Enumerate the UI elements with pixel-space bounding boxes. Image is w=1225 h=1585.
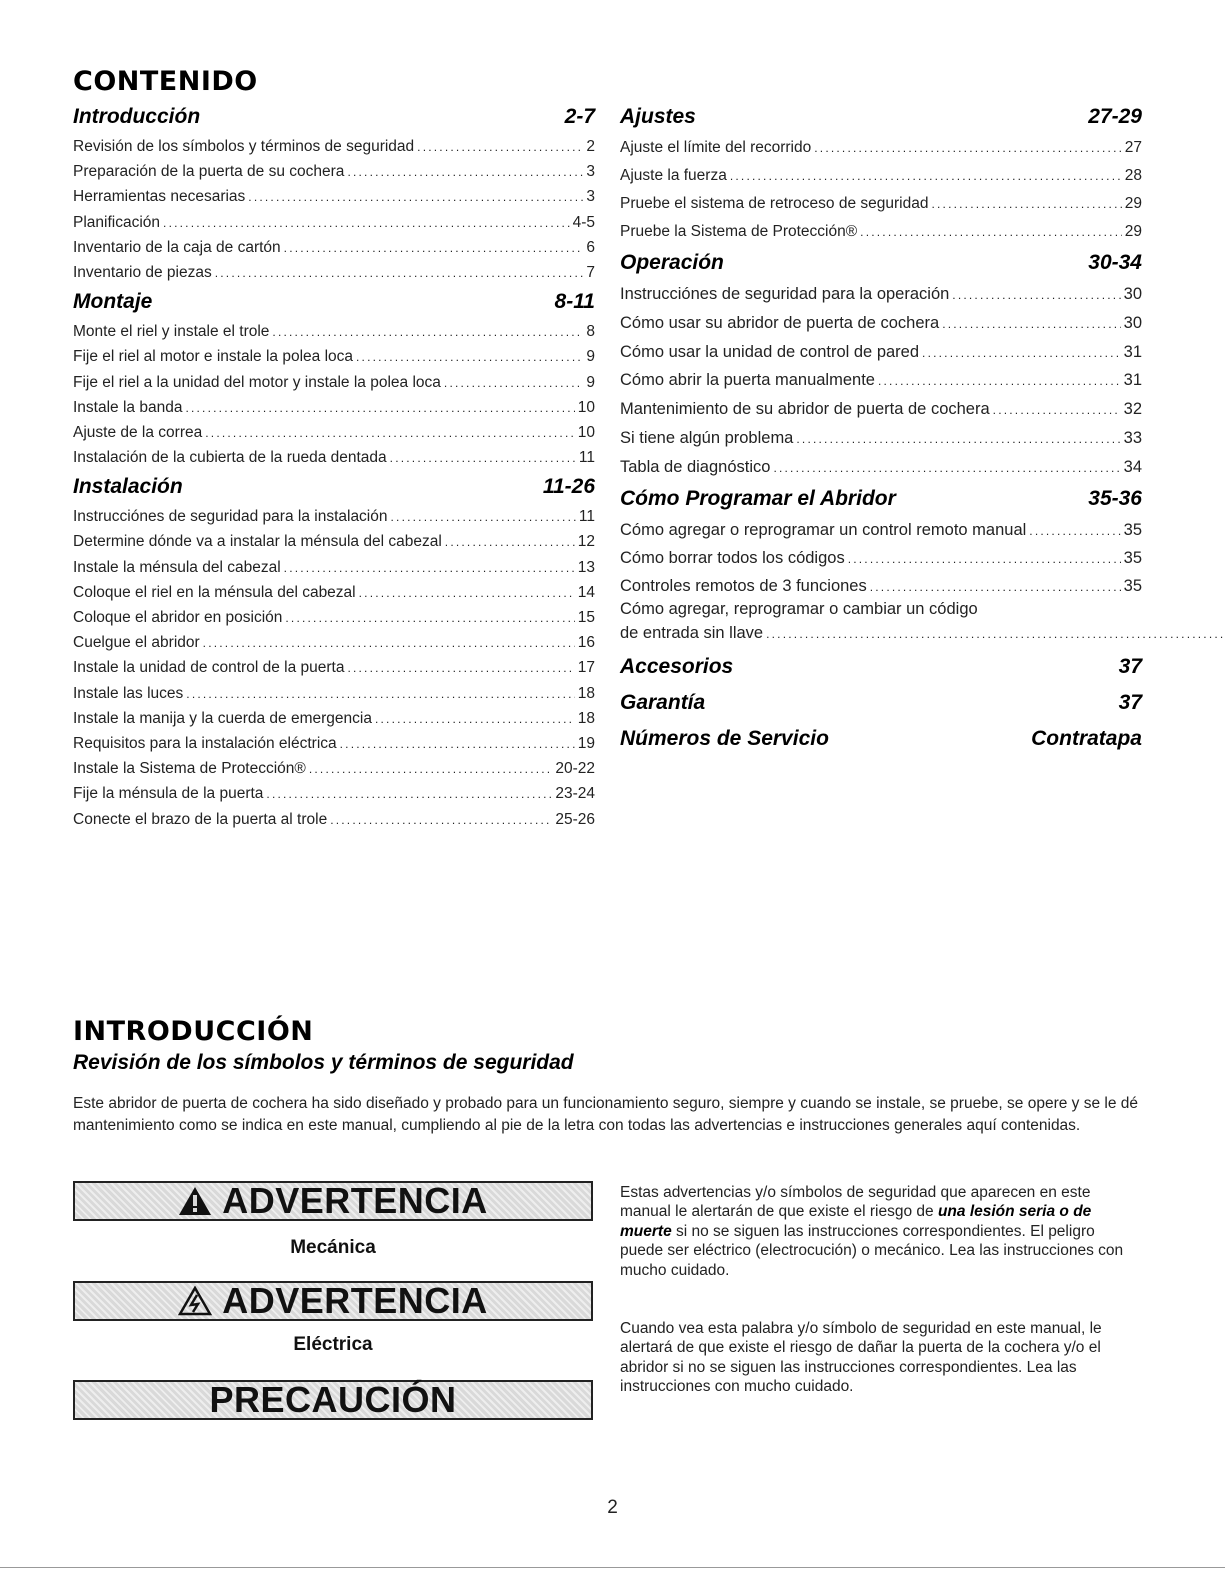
section-title: Introducción [73, 105, 201, 128]
toc-entry-label: Controles remotos de 3 funciones [620, 576, 867, 595]
toc-entry-label: Cuelgue el abridor [73, 634, 200, 652]
toc-entry[interactable] [73, 706, 595, 731]
toc-entry-label: Conecte el brazo de la puerta al trole [73, 810, 328, 828]
toc-entry-label: Cómo borrar todos los códigos [620, 548, 845, 567]
toc-entry-label: Monte el riel y instale el trole [73, 323, 270, 341]
toc-entry-page: 29 [1124, 195, 1142, 212]
toc-entry-page: 3 [586, 163, 595, 181]
toc-entry-label: Requisitos para la instalación eléctrica [73, 734, 337, 752]
toc-section-montaje[interactable] [73, 285, 595, 319]
toc-entry-page: 12 [577, 533, 595, 551]
toc-entry[interactable] [73, 580, 595, 605]
toc-entry[interactable] [73, 605, 595, 630]
warning-banner-electrical [73, 1281, 593, 1321]
section-title: Montaje [73, 290, 153, 314]
section-pages: 37 [1118, 654, 1142, 678]
banner-word: ADVERTENCIA [222, 1280, 488, 1321]
toc-entry-page: 7 [586, 263, 595, 281]
banner-caption-electrical: Eléctrica [293, 1334, 373, 1355]
toc-entry[interactable] [73, 395, 595, 420]
dot-leader [340, 732, 575, 757]
toc-entry-label-continued: de entrada sin llave [620, 624, 764, 643]
dot-leader [284, 236, 584, 261]
toc-entry-page: 35 [1123, 576, 1142, 595]
toc-entry[interactable] [73, 756, 595, 781]
dot-leader [870, 573, 1121, 601]
dot-leader [284, 556, 575, 581]
toc-entry[interactable] [73, 184, 595, 209]
toc-section-introduccion[interactable] [73, 100, 595, 134]
dot-leader [730, 162, 1122, 190]
section-pages: 2-7 [564, 105, 595, 128]
toc-entry[interactable] [620, 366, 1142, 395]
dot-leader [390, 446, 576, 471]
toc-entry-label: Instale la unidad de control de la puerta [73, 659, 345, 677]
toc-entry-label: Coloque el riel en la ménsula del cabezal [73, 583, 356, 601]
toc-entry-label: Fije el riel al motor e instale la polea loca [73, 348, 353, 366]
dot-leader [347, 656, 574, 681]
intro-heading: INTRODUCCIÓN [73, 1016, 314, 1047]
page-number: 2 [607, 1497, 618, 1518]
toc-entry[interactable] [73, 529, 595, 554]
toc-entry-label: Instale la banda [73, 398, 183, 416]
toc-entry[interactable] [620, 162, 1142, 190]
dot-leader [375, 707, 575, 732]
dot-leader [848, 545, 1121, 573]
dot-leader [330, 808, 552, 833]
dot-leader [773, 454, 1120, 483]
dot-leader [266, 782, 552, 807]
warning-banner-mechanical [73, 1181, 593, 1221]
toc-entry-page: 9 [586, 348, 595, 366]
electrical-hazard-icon [178, 1286, 212, 1316]
toc-entry-label: Planificación [73, 213, 161, 231]
dot-leader [391, 505, 576, 530]
section-pages: 8-11 [554, 290, 595, 314]
dot-leader [922, 339, 1121, 368]
warning-text-part2: si no se siguen las instrucciones correspondientes. El peligro puede ser eléctrico (electrocución) o mecánico. Lea las instrucciones con mucho cuidado. [620, 1222, 1124, 1279]
section-pages: 27-29 [1088, 105, 1142, 128]
section-title: Cómo Programar el Abridor [620, 486, 896, 510]
dot-leader [248, 185, 583, 210]
toc-entry[interactable] [73, 319, 595, 344]
dot-leader [952, 281, 1120, 310]
toc-entry-page: 18 [577, 684, 595, 702]
toc-entry[interactable] [620, 572, 1142, 600]
section-pages: 30-34 [1088, 251, 1142, 274]
toc-entry-page: 16 [577, 634, 595, 652]
toc-entry[interactable] [620, 516, 1142, 544]
toc-entry[interactable] [73, 210, 595, 235]
toc-entry-label: Revisión de los símbolos y términos de seguridad [73, 138, 415, 155]
section-title: Accesorios [620, 654, 734, 678]
toc-entry-label: Tabla de diagnóstico [620, 457, 771, 476]
toc-entry[interactable] [73, 630, 595, 655]
toc-entry-page: 15 [577, 609, 595, 626]
dot-leader [309, 757, 553, 782]
warning-triangle-icon [178, 1186, 212, 1216]
dot-leader [814, 134, 1122, 162]
toc-entry[interactable] [73, 420, 595, 445]
toc-entry-label: Fije la ménsula de la puerta [73, 785, 264, 803]
caution-banner [73, 1380, 593, 1420]
toc-entry[interactable] [620, 190, 1142, 218]
toc-entry-label: Instale la ménsula del cabezal [73, 558, 281, 576]
toc-entry[interactable] [73, 555, 595, 580]
toc-entry-page: 35 [1123, 548, 1142, 567]
toc-entry[interactable] [620, 395, 1142, 424]
toc-entry-page: 32 [1123, 400, 1142, 419]
toc-entry[interactable] [73, 504, 595, 529]
toc-section-instalacion[interactable] [73, 470, 595, 504]
section-title: Garantía [620, 690, 706, 714]
toc-entry-label: Inventario de la caja de cartón [73, 238, 281, 256]
dot-leader [931, 190, 1121, 218]
toc-entry[interactable] [620, 338, 1142, 367]
dot-leader [205, 421, 575, 446]
toc-entry-label: Determine dónde va a instalar la ménsula del cabezal [73, 533, 442, 551]
toc-entry-label: Cómo agregar o reprogramar un control remoto manual [620, 520, 1027, 539]
toc-entry-page: 10 [577, 423, 595, 441]
toc-entry-page: 11 [578, 508, 595, 526]
dot-leader [1029, 517, 1120, 545]
section-title: Instalación [73, 475, 183, 499]
section-title: Ajustes [620, 105, 696, 128]
toc-entry-label: Cómo usar su abridor de puerta de cochera [620, 313, 940, 332]
toc-entry[interactable] [73, 731, 595, 756]
dot-leader [203, 631, 575, 656]
section-title: Operación [620, 251, 724, 274]
toc-entry-label: Herramientas necesarias [73, 188, 246, 206]
toc-entry-page: 25-26 [555, 810, 595, 828]
toc-entry[interactable] [73, 781, 595, 806]
section-pages: 35-36 [1088, 486, 1142, 510]
dot-leader [417, 135, 583, 160]
toc-entry-page: 14 [577, 583, 595, 601]
toc-entry-page: 11 [578, 449, 595, 467]
dot-leader [163, 211, 570, 236]
intro-subheading: Revisión de los símbolos y términos de seguridad [73, 1051, 574, 1074]
toc-entry-page: 33 [1123, 428, 1142, 447]
contents-title: CONTENIDO [73, 66, 258, 97]
toc-entry-label: Ajuste la fuerza [620, 167, 727, 184]
dot-leader [359, 581, 575, 606]
toc-entry-page: 31 [1123, 342, 1142, 361]
toc-entry-label: Inventario de piezas [73, 263, 212, 281]
toc-section-numeros-servicio[interactable] [620, 721, 1142, 757]
toc-entry-label: Instale la Sistema de Protección® [73, 760, 306, 778]
warning-emphasis: una lesión seria o de muerte [620, 1203, 1092, 1240]
toc-entry[interactable] [73, 681, 595, 706]
toc-entry-label: Ajuste el límite del recorrido [620, 139, 812, 156]
toc-entry-label: Cómo usar la unidad de control de pared [620, 342, 920, 361]
toc-entry-label: Fije el riel a la unidad del motor y instale la polea loca [73, 373, 441, 391]
toc-entry[interactable] [73, 235, 595, 260]
toc-right-column [620, 100, 1142, 757]
toc-section-garantia[interactable] [620, 685, 1142, 721]
dot-leader [272, 320, 583, 345]
dot-leader [878, 367, 1121, 396]
dot-leader [444, 371, 583, 396]
toc-entry-label: Pruebe el sistema de retroceso de seguridad [620, 195, 929, 212]
dot-leader [860, 218, 1122, 246]
section-pages: 11-26 [542, 475, 595, 499]
toc-entry[interactable] [620, 424, 1142, 453]
toc-entry-page: 30 [1123, 285, 1142, 303]
toc-section-operacion[interactable] [620, 246, 1142, 280]
intro-paragraph: Este abridor de puerta de cochera ha sido diseñado y probado para un funcionamiento seguro, siempre y cuando se instale, se pruebe, se opere y se le dé mantenimiento como se indica en este manual, cumpliendo al pie de la letra con todas las advertencias e instrucciones generales aquí contenidas. [73, 1095, 1139, 1134]
dot-leader [445, 530, 575, 555]
toc-entry-label: Mantenimiento de su abridor de puerta de cochera [620, 400, 990, 419]
toc-section-accesorios[interactable] [620, 648, 1142, 685]
toc-left-column [73, 100, 595, 832]
toc-entry-page: 31 [1123, 371, 1142, 390]
toc-entry[interactable] [73, 370, 595, 395]
toc-entry-page: 34 [1123, 457, 1142, 476]
toc-entry-label: Si tiene algún problema [620, 428, 794, 447]
toc-entry-label: Pruebe la Sistema de Protección® [620, 223, 858, 240]
toc-entry[interactable] [73, 260, 595, 285]
toc-entry-page: 4-5 [572, 213, 595, 231]
toc-entry-page: 9 [586, 373, 595, 391]
toc-entry-page: 3 [586, 188, 595, 206]
banner-caption-mechanical: Mecánica [290, 1237, 376, 1258]
dot-leader [356, 345, 583, 370]
warning-text-part1: Estas advertencias y/o símbolos de seguridad que aparecen en este manual le alertarán de que existe el riesgo de [620, 1184, 1091, 1221]
toc-entry-label: Instrucciónes de seguridad para la instalación [73, 508, 388, 526]
toc-entry-page: 2 [586, 138, 595, 155]
toc-entry-label: Instalación de la cubierta de la rueda dentada [73, 449, 387, 467]
banner-word: PRECAUCIÓN [209, 1379, 457, 1420]
toc-entry-page: 18 [577, 709, 595, 727]
toc-entry-page: 13 [577, 558, 595, 576]
caution-explanation: Cuando vea esta palabra y/o símbolo de seguridad en este manual, le alertará de que existe el riesgo de dañar la puerta de la cochera y/o el abridor si no se siguen las instrucciones correspondientes. Lea las instrucciones con mucho cuidado. [620, 1320, 1102, 1396]
toc-entry[interactable] [620, 134, 1142, 162]
dot-leader [993, 396, 1121, 425]
toc-entry[interactable] [73, 655, 595, 680]
toc-entry-page: 20-22 [555, 760, 595, 778]
toc-entry-label: Coloque el abridor en posición [73, 609, 283, 626]
toc-entry[interactable] [73, 159, 595, 184]
toc-entry-page: 30 [1123, 313, 1142, 332]
section-pages: 37 [1118, 690, 1142, 714]
toc-entry-page: 23-24 [555, 785, 595, 803]
dot-leader [796, 425, 1120, 454]
toc-entry-label: Preparación de la puerta de su cochera [73, 163, 345, 181]
toc-entry[interactable] [73, 134, 595, 159]
toc-entry[interactable] [73, 807, 595, 832]
toc-entry[interactable] [620, 453, 1142, 482]
toc-entry[interactable] [620, 309, 1142, 338]
dot-leader [186, 682, 574, 707]
dot-leader [766, 622, 1225, 647]
section-pages: Contratapa [1031, 726, 1142, 750]
toc-entry[interactable] [620, 218, 1142, 246]
warning-explanation [620, 1183, 1140, 1280]
toc-entry-page: 19 [577, 734, 595, 752]
toc-entry-label: Instale la manija y la cuerda de emergencia [73, 709, 372, 727]
toc-entry-label: Cómo abrir la puerta manualmente [620, 371, 875, 390]
dot-leader [215, 261, 584, 286]
toc-entry-page: 8 [586, 323, 595, 341]
toc-section-programar[interactable] [620, 482, 1142, 516]
toc-entry-label: Instrucciónes de seguridad para la operación [620, 285, 950, 303]
toc-section-ajustes[interactable] [620, 100, 1142, 134]
toc-entry-page: 27 [1124, 139, 1142, 156]
toc-entry-label: Cómo agregar, reprogramar o cambiar un código [620, 600, 978, 619]
section-title: Números de Servicio [620, 726, 829, 750]
dot-leader [185, 396, 574, 421]
toc-entry-page: 28 [1124, 167, 1142, 184]
toc-entry[interactable] [620, 280, 1142, 309]
toc-entry-page: 17 [577, 659, 595, 677]
dot-leader [942, 310, 1120, 339]
toc-entry[interactable] [620, 600, 1142, 648]
toc-entry[interactable] [620, 544, 1142, 572]
dot-leader [285, 606, 574, 631]
toc-entry[interactable] [73, 445, 595, 470]
toc-entry[interactable] [73, 344, 595, 369]
banner-word: ADVERTENCIA [222, 1180, 488, 1221]
toc-entry-label: Instale las luces [73, 684, 184, 702]
bottom-rule [0, 1567, 1225, 1568]
toc-entry-page: 29 [1124, 223, 1142, 240]
toc-entry-label: Ajuste de la correa [73, 423, 203, 441]
toc-entry-page: 6 [586, 238, 595, 256]
toc-entry-page: 35 [1123, 520, 1142, 539]
toc-entry-page: 10 [577, 398, 595, 416]
dot-leader [347, 160, 583, 185]
